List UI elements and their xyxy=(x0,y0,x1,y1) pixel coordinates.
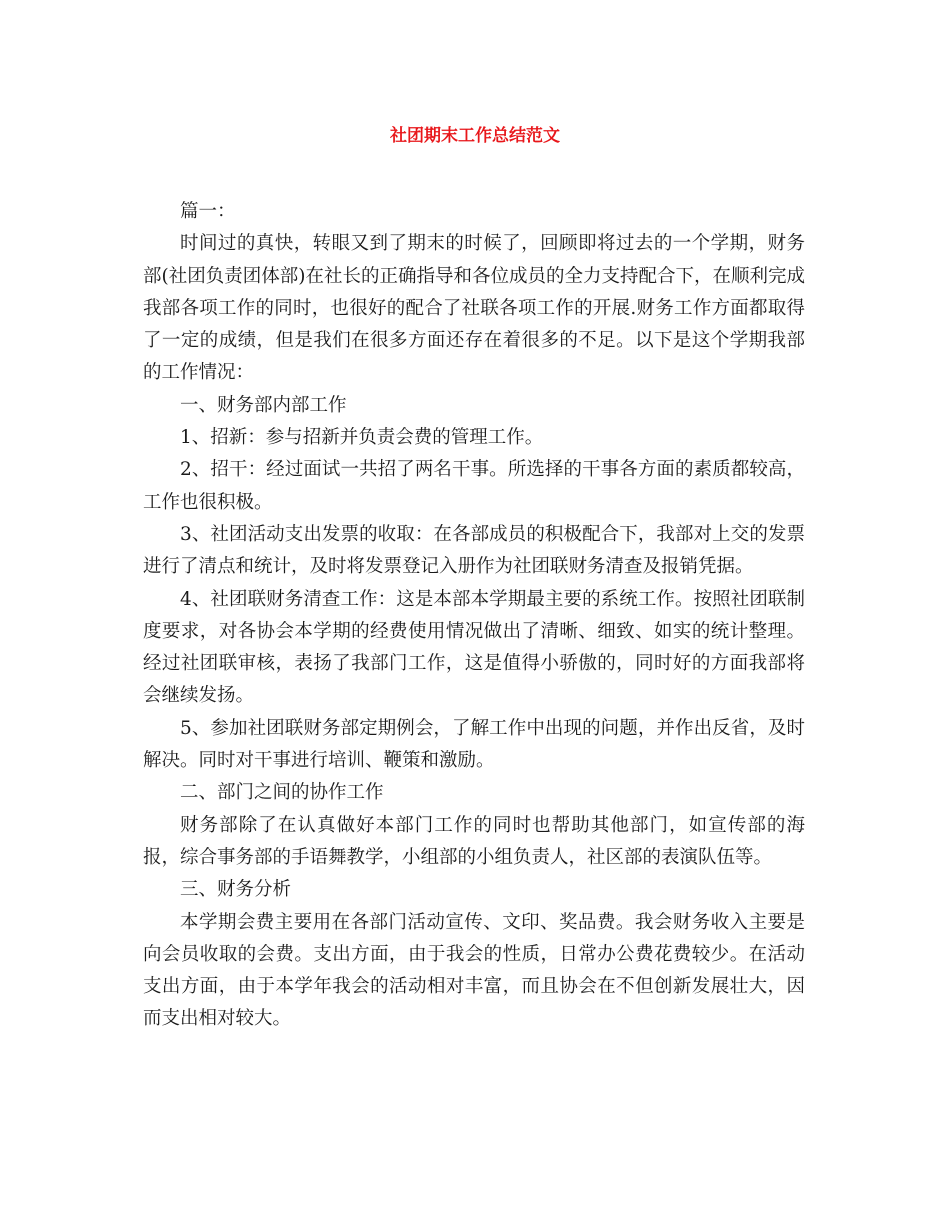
document-title: 社团期末工作总结范文 xyxy=(390,126,560,146)
paragraph: 财务部除了在认真做好本部门工作的同时也帮助其他部门，如宣传部的海报，综合事务部的手语舞教学，小组部的小组负责人，社区部的表演队伍等。 xyxy=(143,814,805,868)
paragraph: 时间过的真快，转眼又到了期末的时候了，回顾即将过去的一个学期，财务部(社团负责团体部)在社长的正确指导和各位成员的全力支持配合下，在顺利完成我部各项工作的同时，也很好的配合了社联各项工作的开展.财务工作方面都取得了一定的成绩，但是我们在很多方面还存在着很多的不足。以下是这个学期我部的工作情况： xyxy=(143,233,805,384)
paragraph: 5、参加社团联财务部定期例会，了解工作中出现的问题，并作出反省，及时解决。同时对干事进行培训、鞭策和激励。 xyxy=(143,717,805,772)
document-body xyxy=(143,196,805,1036)
paragraph: 篇一： xyxy=(180,201,236,222)
paragraph: 4、社团联财务清查工作：这是本部本学期最主要的系统工作。按照社团联制度要求，对各协会本学期的经费使用情况做出了清晰、细致、如实的统计整理。经过社团联审核，表扬了我部门工作，这是值得小骄傲的，同时好的方面我部将会继续发扬。 xyxy=(143,588,805,707)
section-heading: 一、财务部内部工作 xyxy=(180,394,347,416)
paragraph: 本学期会费主要用在各部门活动宣传、文印、奖品费。我会财务收入主要是向会员收取的会费。支出方面，由于我会的性质，日常办公费花费较少。在活动支出方面，由于本学年我会的活动相对丰富，而且协会在不但创新发展壮大，因而支出相对较大。 xyxy=(143,911,805,1030)
section-heading: 三、财务分析 xyxy=(180,879,292,901)
paragraph: 2、招干：经过面试一共招了两名干事。所选择的干事各方面的素质都较高，工作也很积极。 xyxy=(143,459,805,513)
section-heading: 二、部门之间的协作工作 xyxy=(180,782,384,804)
paragraph: 3、社团活动支出发票的收取：在各部成员的积极配合下，我部对上交的发票进行了清点和统计，及时将发票登记入册作为社团联财务清查及报销凭据。 xyxy=(143,523,805,578)
paragraph: 1、招新：参与招新并负责会费的管理工作。 xyxy=(180,427,544,449)
